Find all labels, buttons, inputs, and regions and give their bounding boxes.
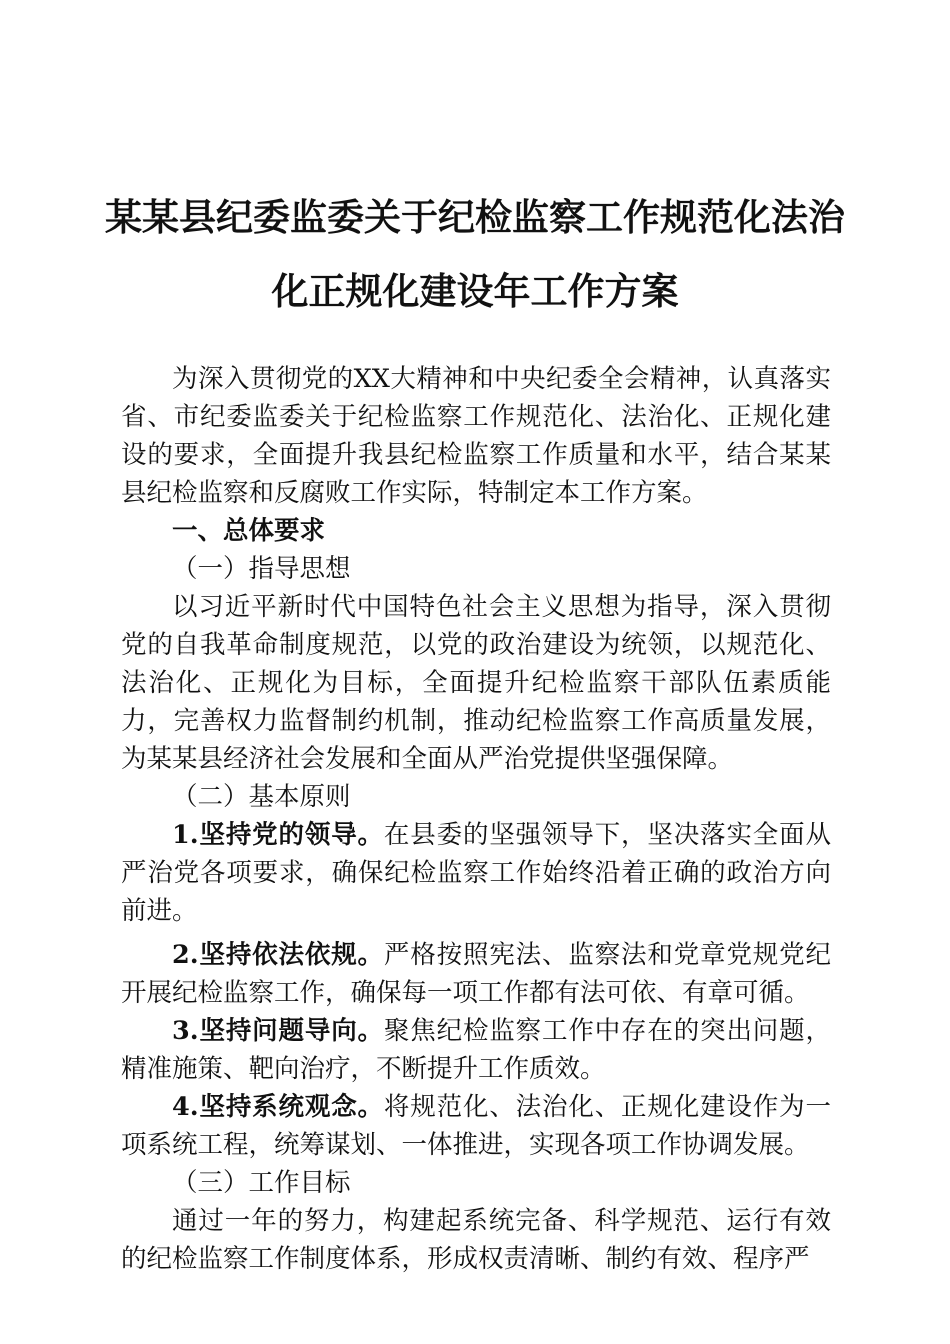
work-goals-paragraph: 通过一年的努力，构建起系统完备、科学规范、运行有效的纪检监察工作制度体系，形成权责清晰、制约有效、程序严 [121, 1206, 831, 1274]
principle-paragraph [121, 816, 831, 930]
document-body [121, 360, 831, 1278]
document-title-line-1: 某某县纪委监委关于纪检监察工作规范化法治 [105, 196, 845, 239]
guiding-thought-paragraph: 以习近平新时代中国特色社会主义思想为指导，深入贯彻党的自我革命制度规范，以党的政治建设为统领，以规范化、法治化、正规化为目标，全面提升纪检监察干部队伍素质能力，完善权力监督制约机制，推动纪检监察工作高质量发展，为某某县经济社会发展和全面从严治党提供坚强保障。 [121, 592, 831, 774]
principle-paragraph [121, 1088, 831, 1164]
subheading-guiding-thought: （一）指导思想 [172, 554, 351, 584]
subheading-basic-principles: （二）基本原则 [172, 782, 351, 812]
intro-paragraph: 为深入贯彻党的XX大精神和中央纪委全会精神，认真落实省、市纪委监委关于纪检监察工作规范化、法治化、正规化建设的要求，全面提升我县纪检监察工作质量和水平，结合某某县纪检监察和反腐败工作实际，特制定本工作方案。 [121, 364, 831, 508]
principle-paragraph [121, 1012, 831, 1088]
principle-text: 在县委的坚强领导下，坚决落实全面从严治党各项要求，确保纪检监察工作始终沿着正确的政治方向前进。 [121, 820, 831, 926]
principle-lead: 4.坚持系统观念。 [172, 1092, 384, 1122]
principle-text: 严格按照宪法、监察法和党章党规党纪开展纪检监察工作，确保每一项工作都有法可依、有章可循。 [121, 940, 831, 1008]
principle-text: 聚焦纪检监察工作中存在的突出问题，精准施策、靶向治疗，不断提升工作质效。 [121, 1016, 831, 1084]
principle-text: 将规范化、法治化、正规化建设作为一项系统工程，统筹谋划、一体推进，实现各项工作协调发展。 [121, 1092, 831, 1160]
section-heading-overall-requirements: 一、总体要求 [172, 516, 326, 546]
principle-lead: 2.坚持依法依规。 [172, 940, 384, 970]
principle-paragraph [121, 936, 831, 1012]
principle-lead: 1.坚持党的领导。 [172, 820, 384, 850]
principle-lead: 3.坚持问题导向。 [172, 1016, 384, 1046]
document-title-line-2: 化正规化建设年工作方案 [271, 270, 679, 313]
subheading-work-goals: （三）工作目标 [172, 1168, 351, 1198]
